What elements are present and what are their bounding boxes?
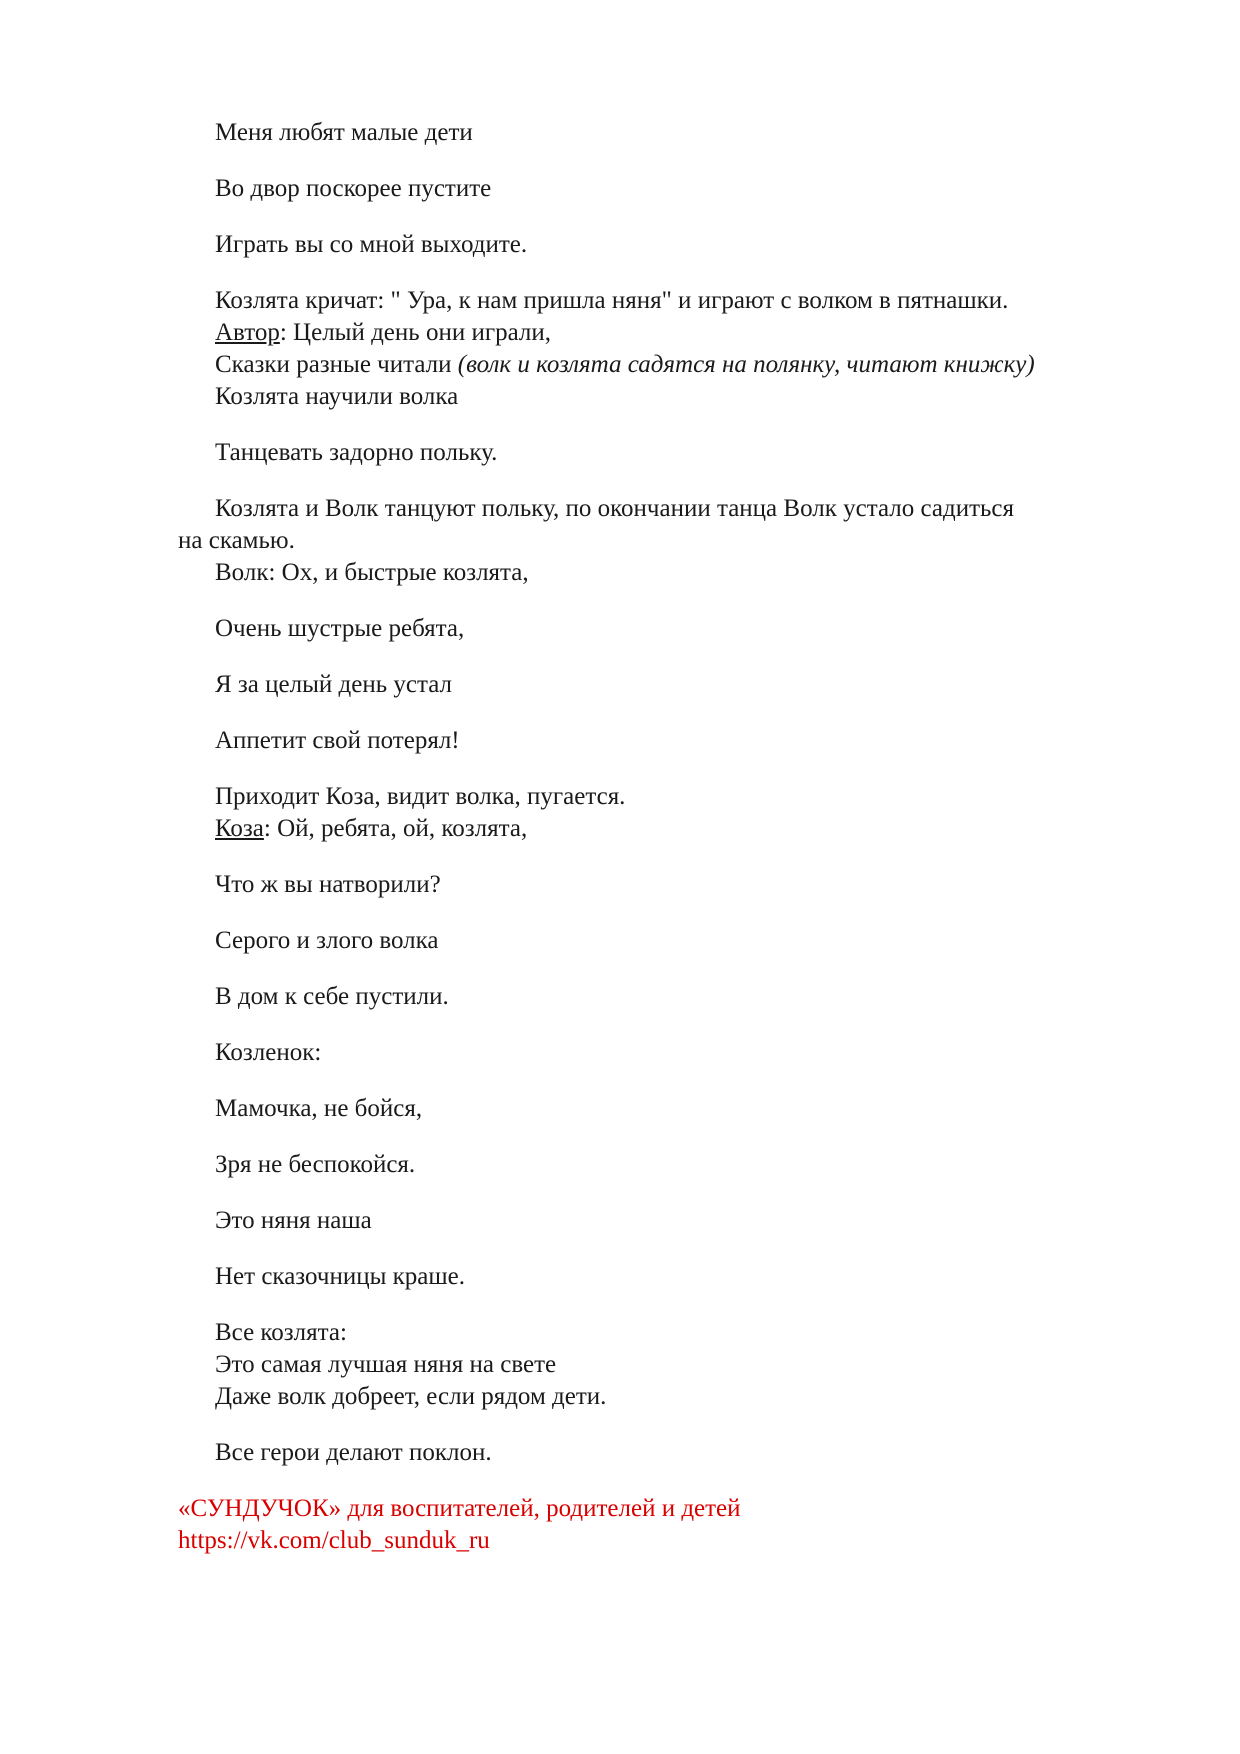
speaker-name: Автор bbox=[215, 319, 280, 346]
verse-line: Серого и злого волка bbox=[215, 927, 439, 954]
footer-title: «СУНДУЧОК» для воспитателей, родителей и детей bbox=[178, 1495, 741, 1522]
verse-line bbox=[215, 350, 1035, 380]
stage-direction: Козлята и Волк танцуют польку, по окончании танца Волк устало садиться bbox=[215, 495, 1014, 522]
verse-line: Танцевать задорно польку. bbox=[215, 439, 498, 466]
stage-remark: (волк и козлята садятся на полянку, читают книжку) bbox=[457, 351, 1035, 378]
verse-line: Это няня наша bbox=[215, 1207, 372, 1234]
footer-link[interactable]: https://vk.com/club_sunduk_ru bbox=[178, 1527, 490, 1554]
dialogue-line: Волк: Ох, и быстрые козлята, bbox=[215, 559, 529, 586]
verse-line: Играть вы со мной выходите. bbox=[215, 231, 528, 258]
stage-direction: Приходит Коза, видит волка, пугается. bbox=[215, 783, 626, 810]
verse-line: Даже волк добреет, если рядом дети. bbox=[215, 1383, 607, 1410]
dialogue-line bbox=[215, 318, 551, 348]
stage-direction-continued: на скамью. bbox=[178, 527, 295, 554]
verse-line: Очень шустрые ребята, bbox=[215, 615, 465, 642]
verse-line: Это самая лучшая няня на свете bbox=[215, 1351, 557, 1378]
verse-line: Зря не беспокойся. bbox=[215, 1151, 416, 1178]
verse-line: Аппетит свой потерял! bbox=[215, 727, 460, 754]
speech-text: Сказки разные читали bbox=[215, 351, 458, 378]
speech-text: : Ой, ребята, ой, козлята, bbox=[263, 815, 528, 842]
verse-line: Мамочка, не бойся, bbox=[215, 1095, 423, 1122]
speaker-heading: Все козлята: bbox=[215, 1319, 347, 1346]
dialogue-line bbox=[215, 814, 527, 844]
verse-line: Я за целый день устал bbox=[215, 671, 452, 698]
verse-line: Во двор поскорее пустите bbox=[215, 175, 492, 202]
speaker-heading: Козленок: bbox=[215, 1039, 322, 1066]
verse-line: В дом к себе пустили. bbox=[215, 983, 449, 1010]
verse-line: Меня любят малые дети bbox=[215, 119, 473, 146]
speech-text: : Целый день они играли, bbox=[279, 319, 551, 346]
stage-direction: Козлята кричат: " Ура, к нам пришла няня" и играют с волком в пятнашки. bbox=[215, 287, 1009, 314]
verse-line: Что ж вы натворили? bbox=[215, 871, 441, 898]
stage-direction: Все герои делают поклон. bbox=[215, 1439, 492, 1466]
verse-line: Нет сказочницы краше. bbox=[215, 1263, 465, 1290]
verse-line: Козлята научили волка bbox=[215, 383, 459, 410]
speaker-name: Коза bbox=[215, 815, 264, 842]
